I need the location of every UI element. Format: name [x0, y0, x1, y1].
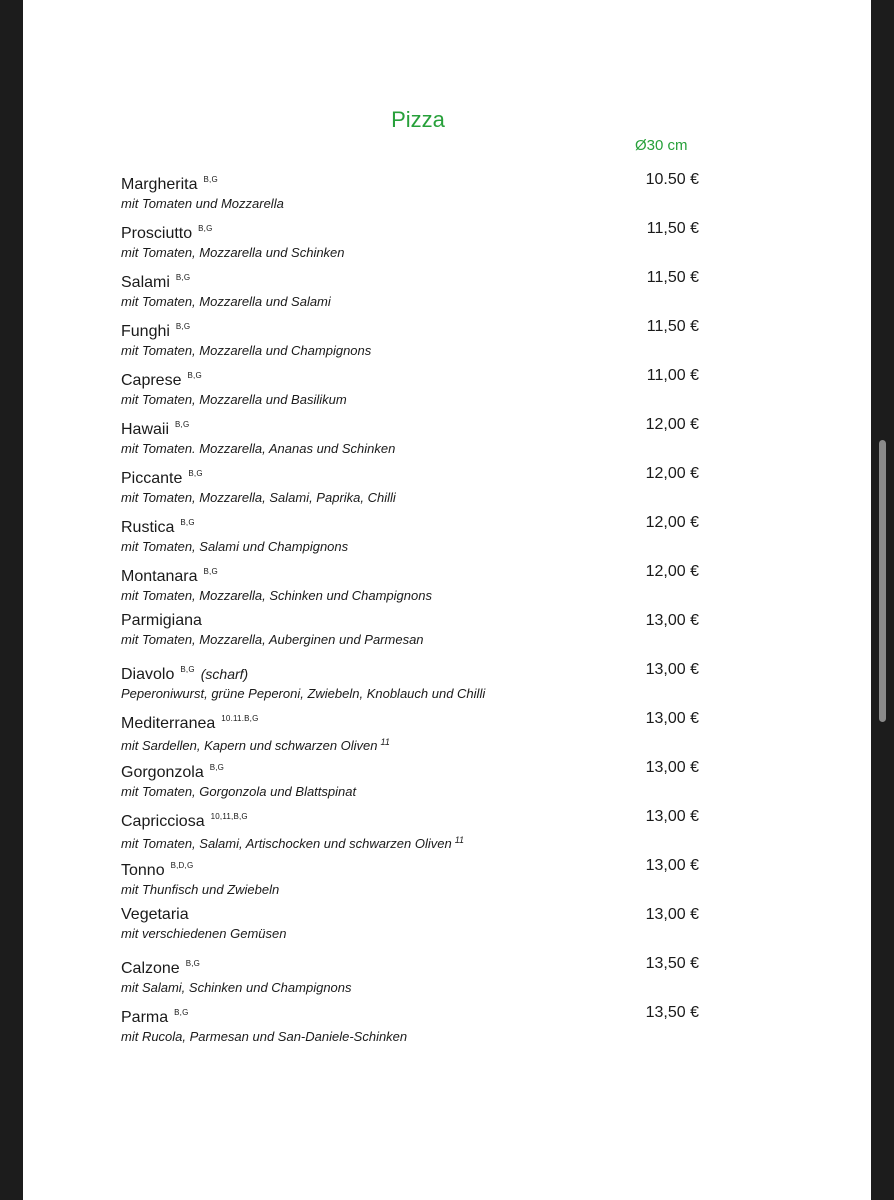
item-name-line — [121, 954, 701, 979]
menu-item — [121, 611, 701, 660]
item-allergens: 10,11,B,G — [210, 812, 248, 821]
item-name-line — [121, 366, 701, 391]
item-name-line — [121, 1003, 701, 1028]
menu-item — [121, 268, 701, 317]
item-name-line — [121, 464, 701, 489]
item-allergens: B,D,G — [170, 861, 194, 870]
menu-item — [121, 660, 701, 709]
size-label: Ø30 cm — [635, 137, 688, 154]
item-name-line — [121, 611, 701, 631]
item-allergens: B,G — [187, 371, 202, 380]
menu-item — [121, 170, 701, 219]
item-description-text: mit Tomaten, Mozzarella, Schinken und Champignons — [121, 588, 432, 603]
item-price: 13,00 € — [645, 759, 699, 776]
item-name-line — [121, 905, 701, 925]
item-description — [121, 631, 701, 648]
item-description — [121, 244, 701, 261]
item-price: 12,00 € — [645, 416, 699, 433]
menu-item — [121, 758, 701, 807]
menu-item — [121, 562, 701, 611]
item-description — [121, 342, 701, 359]
menu-item — [121, 709, 701, 758]
item-allergens: B,G — [175, 420, 190, 429]
item-allergens: B,G — [203, 567, 218, 576]
item-name-line — [121, 317, 701, 342]
item-allergens: 10.11.B,G — [221, 714, 259, 723]
item-price: 13,00 € — [645, 661, 699, 678]
section-title: Pizza — [391, 107, 445, 132]
item-allergens: B,G — [203, 175, 218, 184]
item-allergens: B,G — [180, 518, 195, 527]
item-price: 11,50 € — [646, 269, 699, 286]
item-name: Calzone — [121, 960, 180, 977]
menu-item — [121, 905, 701, 954]
item-price: 13,00 € — [645, 612, 699, 629]
item-name: Mediterranea — [121, 715, 216, 732]
item-description — [121, 587, 701, 604]
item-name: Tonno — [121, 862, 165, 879]
item-description — [121, 440, 701, 457]
item-name-line — [121, 170, 701, 195]
item-allergens: B,G — [198, 224, 213, 233]
item-price: 11,50 € — [646, 318, 699, 335]
item-description-text: mit Tomaten und Mozzarella — [121, 196, 284, 211]
item-description — [121, 195, 701, 212]
menu-item — [121, 807, 701, 856]
menu-item — [121, 856, 701, 905]
item-name: Parmigiana — [121, 612, 202, 629]
item-name-line — [121, 562, 701, 587]
scrollbar-thumb[interactable] — [879, 440, 886, 722]
item-allergens: B,G — [180, 665, 195, 674]
item-note: (scharf) — [200, 666, 249, 682]
item-price: 13,00 € — [645, 906, 699, 923]
item-price: 13,50 € — [645, 1004, 699, 1021]
item-name: Diavolo — [121, 666, 175, 683]
item-name-line — [121, 513, 701, 538]
item-description-text: mit Tomaten, Mozzarella und Basilikum — [121, 392, 347, 407]
item-description — [121, 391, 701, 408]
item-name: Salami — [121, 274, 170, 291]
menu-list — [121, 170, 701, 1052]
item-description-text: mit Salami, Schinken und Champignons — [121, 980, 352, 995]
item-allergens: B,G — [188, 469, 203, 478]
item-name-line — [121, 268, 701, 293]
item-name-line — [121, 807, 701, 832]
item-description-text: mit Tomaten, Mozzarella, Auberginen und Parmesan — [121, 632, 424, 647]
menu-page — [23, 0, 871, 1200]
item-price: 11,00 € — [646, 367, 699, 384]
menu-item — [121, 513, 701, 562]
item-name: Piccante — [121, 470, 183, 487]
menu-item — [121, 317, 701, 366]
item-description-text: Peperoniwurst, grüne Peperoni, Zwiebeln, Knoblauch und Chilli — [121, 686, 486, 701]
item-name: Caprese — [121, 372, 182, 389]
item-description-text: mit verschiedenen Gemüsen — [121, 926, 287, 941]
item-name-line — [121, 660, 701, 685]
item-description — [121, 293, 701, 310]
item-description — [121, 734, 701, 754]
menu-item — [121, 464, 701, 513]
menu-item — [121, 219, 701, 268]
item-allergens: B,G — [209, 763, 225, 772]
menu-item — [121, 415, 701, 464]
item-description-text: mit Tomaten, Salami, Artischocken und schwarzen Oliven — [121, 836, 452, 851]
item-name: Funghi — [121, 323, 170, 340]
item-description-mark: 11 — [454, 835, 465, 845]
item-price: 12,00 € — [645, 465, 699, 482]
item-name: Vegetaria — [121, 906, 189, 923]
item-description — [121, 685, 701, 702]
item-name-line — [121, 709, 701, 734]
item-name-line — [121, 415, 701, 440]
item-name: Prosciutto — [121, 225, 193, 242]
item-description — [121, 832, 701, 852]
item-description-text: mit Tomaten. Mozzarella, Ananas und Schinken — [121, 441, 396, 456]
item-description-text: mit Tomaten, Mozzarella und Champignons — [121, 343, 372, 358]
item-allergens: B,G — [175, 322, 191, 331]
item-price: 12,00 € — [645, 514, 699, 531]
item-allergens: B,G — [185, 959, 201, 968]
menu-item — [121, 366, 701, 415]
item-name: Hawaii — [121, 421, 170, 438]
item-name: Capricciosa — [121, 813, 205, 830]
item-description-text: mit Tomaten, Salami und Champignons — [121, 539, 349, 554]
item-price: 13,00 € — [645, 857, 699, 874]
item-name-line — [121, 219, 701, 244]
item-name: Margherita — [121, 176, 198, 193]
item-description — [121, 1028, 701, 1045]
item-name: Parma — [121, 1009, 169, 1026]
item-name: Montanara — [121, 568, 198, 585]
menu-item — [121, 954, 701, 1003]
item-price: 13,00 € — [645, 710, 699, 727]
item-allergens: B,G — [174, 1008, 189, 1017]
item-description-mark: 11 — [380, 737, 390, 747]
item-name-line — [121, 856, 701, 881]
item-description — [121, 783, 701, 800]
item-description-text: mit Tomaten, Gorgonzola und Blattspinat — [121, 784, 357, 799]
item-price: 13,50 € — [645, 955, 699, 972]
item-price: 13,00 € — [645, 808, 699, 825]
item-description — [121, 881, 701, 898]
item-price: 10.50 € — [645, 171, 699, 188]
item-description-text: mit Tomaten, Mozzarella und Schinken — [121, 245, 345, 260]
item-description-text: mit Tomaten, Mozzarella und Salami — [121, 294, 331, 309]
item-name: Gorgonzola — [121, 764, 204, 781]
item-description — [121, 538, 701, 555]
item-description-text: mit Sardellen, Kapern und schwarzen Oliven — [121, 738, 378, 753]
item-description — [121, 925, 701, 942]
item-price: 11,50 € — [646, 220, 699, 237]
item-description — [121, 979, 701, 996]
item-allergens: B,G — [175, 273, 191, 282]
item-description-text: mit Tomaten, Mozzarella, Salami, Paprika, Chilli — [121, 490, 396, 505]
item-name: Rustica — [121, 519, 175, 536]
menu-item — [121, 1003, 701, 1052]
item-description-text: mit Thunfisch und Zwiebeln — [121, 882, 280, 897]
item-name-line — [121, 758, 701, 783]
item-price: 12,00 € — [645, 563, 699, 580]
item-description-text: mit Rucola, Parmesan und San-Daniele-Schinken — [121, 1029, 408, 1044]
item-description — [121, 489, 701, 506]
